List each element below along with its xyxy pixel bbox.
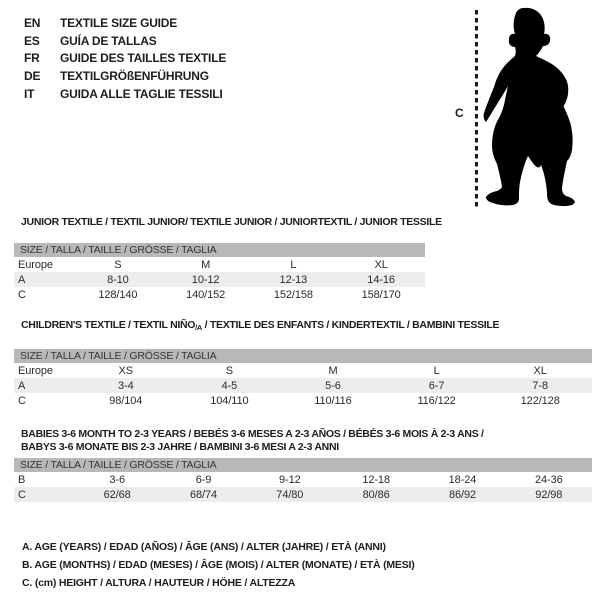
row-label: Europe — [18, 364, 53, 377]
size-value: 4-5 — [178, 378, 282, 393]
size-value: 8-10 — [74, 272, 162, 287]
section-babies-textile — [14, 428, 592, 502]
language-title: TEXTILE SIZE GUIDE — [60, 16, 178, 30]
section-title-line1: BABIES 3-6 MONTH TO 2-3 YEARS / BEBÉS 3-6 MESES A 2-3 AÑOS / BÉBÉS 3-6 MOIS À 2-3 ANS / — [21, 428, 484, 440]
language-row — [24, 15, 226, 33]
size-value: 9-12 — [279, 473, 301, 486]
section-children-textile — [14, 319, 592, 408]
section-junior-textile — [14, 216, 442, 302]
size-value: 24-36 — [535, 473, 563, 486]
size-value: 104/110 — [210, 394, 249, 407]
size-value: XL — [533, 364, 547, 377]
language-row — [24, 33, 226, 51]
table-row — [14, 272, 425, 287]
language-row — [24, 68, 226, 86]
table-row — [14, 378, 592, 393]
size-value: 98/104 — [109, 394, 143, 407]
language-row — [24, 50, 226, 68]
size-header-bar: SIZE / TALLA / TAILLE / GRÖSSE / TAGLIA — [14, 243, 425, 257]
size-value: 86/92 — [419, 487, 505, 502]
size-value: 158/170 — [361, 288, 401, 301]
row-label: C — [18, 288, 26, 301]
size-value: 80/86 — [333, 487, 419, 502]
language-code: EN — [24, 16, 41, 30]
table-row — [14, 393, 592, 408]
height-measure-label: C — [455, 106, 464, 120]
size-value: 128/140 — [98, 288, 138, 301]
footnote-b: B. AGE (MONTHS) / EDAD (MESES) / ÂGE (MOIS) / ALTER (MONATE) / ETÀ (MESI) — [22, 559, 415, 571]
babies-size-table — [14, 472, 592, 502]
junior-size-table — [14, 257, 425, 302]
footnote-a: A. AGE (YEARS) / EDAD (AÑOS) / ÂGE (ANS) / ALTER (JAHRE) / ETÀ (ANNI) — [22, 541, 386, 553]
row-label: A — [14, 378, 74, 393]
table-row — [14, 472, 592, 487]
size-value: 110/116 — [314, 394, 352, 407]
size-value: L — [290, 258, 297, 271]
height-measure-dashed-line — [475, 10, 478, 208]
size-value: M — [328, 364, 338, 377]
row-label: C — [18, 394, 26, 407]
footnotes — [22, 538, 415, 592]
size-value: 122/128 — [520, 394, 560, 407]
section-title — [21, 319, 592, 334]
size-value: S — [225, 364, 234, 377]
language-list — [24, 15, 226, 104]
language-title: GUIDE DES TAILLES TEXTILE — [60, 51, 227, 66]
section-title-line2: BABYS 3-6 MONATE BIS 2-3 JAHRE / BAMBINI 3-6 MESI A 2-3 ANNI — [21, 441, 339, 453]
row-label: B — [18, 473, 26, 486]
size-value: 3-4 — [74, 378, 178, 393]
size-value: 140/152 — [186, 288, 226, 301]
size-value: 116/122 — [417, 394, 456, 407]
size-value: XS — [118, 364, 134, 377]
section-title: JUNIOR TEXTILE / TEXTIL JUNIOR/ TEXTILE JUNIOR / JUNIORTEXTIL / JUNIOR TESSILE — [21, 216, 442, 228]
row-label: C — [14, 487, 74, 502]
size-value: 3-6 — [109, 473, 125, 486]
size-value: 7-8 — [488, 378, 592, 393]
size-value: 68/74 — [160, 487, 246, 502]
size-value: L — [433, 364, 440, 377]
footnote-c: C. (cm) HEIGHT / ALTURA / HAUTEUR / HÖHE / ALTEZZA — [22, 577, 296, 589]
section-title-part: / TEXTILE DES ENFANTS / KINDERTEXTIL / BAMBINI TESSILE — [202, 319, 500, 331]
size-value: 12-18 — [362, 473, 390, 486]
size-value: M — [201, 258, 211, 271]
size-value: 18-24 — [448, 473, 477, 486]
language-code: DE — [24, 69, 41, 84]
children-size-table — [14, 363, 592, 408]
size-value: 152/158 — [273, 288, 313, 301]
table-row — [14, 363, 592, 378]
language-row — [24, 86, 226, 104]
size-value: S — [114, 258, 122, 271]
size-value: 6-9 — [195, 473, 212, 486]
size-header-bar: SIZE / TALLA / TAILLE / GRÖSSE / TAGLIA — [14, 349, 592, 363]
size-value: XL — [374, 258, 388, 271]
size-value: 74/80 — [247, 487, 333, 502]
size-header-bar: SIZE / TALLA / TAILLE / GRÖSSE / TAGLIA — [14, 458, 592, 472]
section-title-part: CHILDREN'S TEXTILE / TEXTIL NIÑO — [21, 319, 196, 331]
size-value: 12-13 — [250, 272, 338, 287]
section-title-subscript: /A — [195, 323, 203, 332]
size-value: 6-7 — [385, 378, 489, 393]
row-label: Europe — [18, 258, 53, 271]
row-label: A — [14, 272, 74, 287]
size-value: 92/98 — [506, 487, 592, 502]
size-value: 62/68 — [74, 487, 160, 502]
language-title: GUIDA ALLE TAGLIE TESSILI — [60, 86, 223, 101]
language-title: GUÍA DE TALLAS — [60, 33, 157, 48]
size-value: 14-16 — [337, 272, 425, 287]
language-code: ES — [24, 33, 40, 48]
table-row — [14, 487, 592, 502]
language-code: IT — [24, 86, 35, 101]
table-row — [14, 287, 425, 302]
language-title: TEXTILGRÖßENFÜHRUNG — [60, 69, 209, 84]
size-value: 10-12 — [162, 272, 250, 287]
language-code: FR — [24, 51, 40, 66]
table-row — [14, 257, 425, 272]
baby-silhouette-icon — [480, 0, 600, 215]
size-value: 5-6 — [281, 378, 385, 393]
